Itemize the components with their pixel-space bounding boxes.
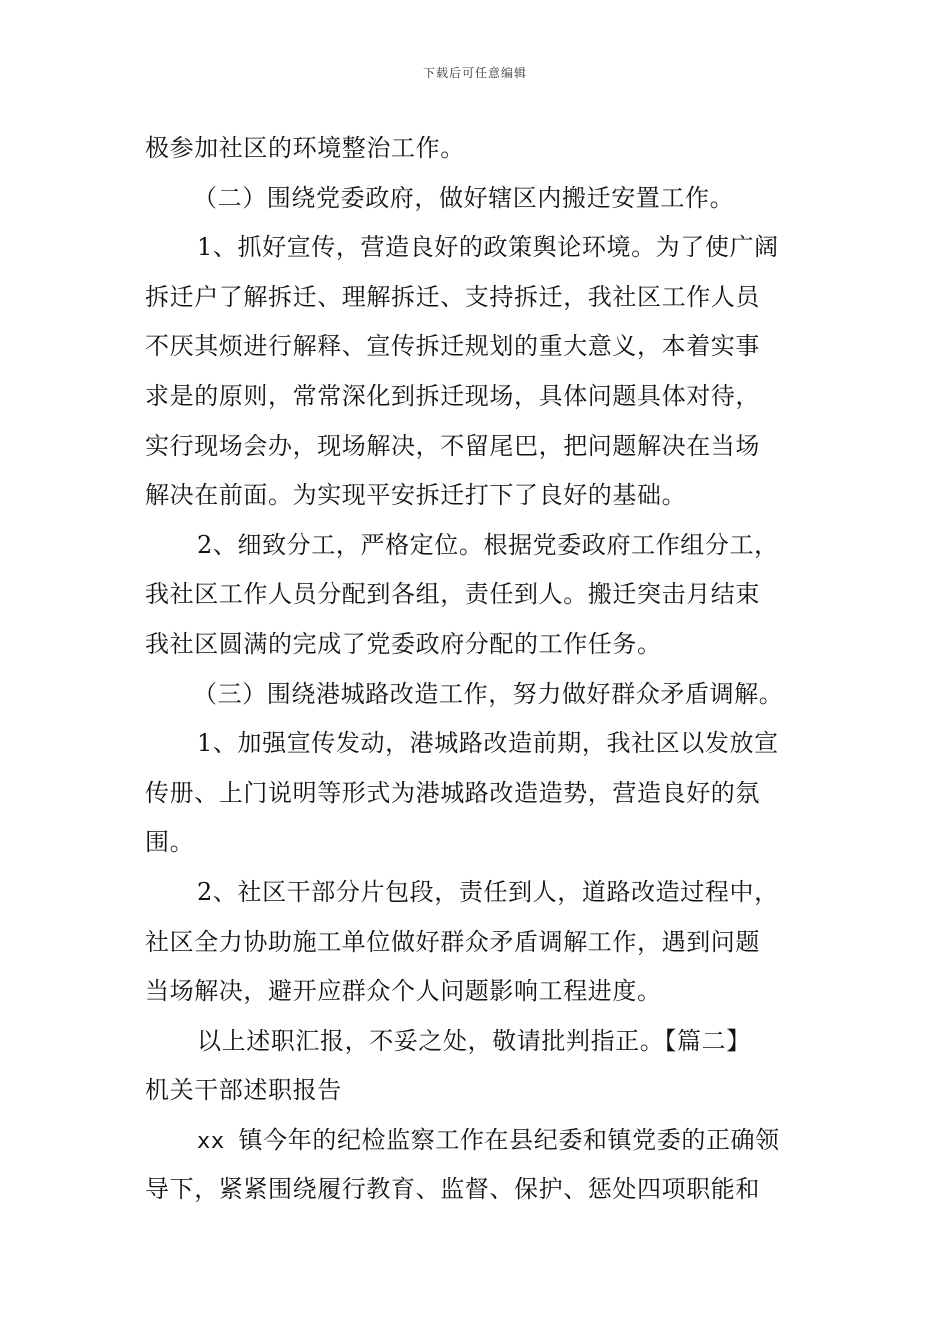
paragraph-line: 1、加强宣传发动，港城路改造前期，我社区以发放宣 xyxy=(197,729,779,758)
page-header-note: 下载后可任意编辑 xyxy=(422,66,527,80)
paragraph-line: 2、社区干部分片包段，责任到人，道路改造过程中， xyxy=(197,877,779,906)
paragraph-line: 导下，紧紧围绕履行教育、监督、保护、惩处四项职能和 xyxy=(145,1175,760,1204)
paragraph-line: 社区全力协助施工单位做好群众矛盾调解工作，遇到问题 xyxy=(145,927,760,956)
section-heading-3: （三）围绕港城路改造工作，努力做好群众矛盾调解。 xyxy=(193,679,784,708)
paragraph-line: 传册、上门说明等形式为港城路改造造势，营造良好的氛 xyxy=(145,778,760,807)
paragraph-line: 解决在前面。为实现平安拆迁打下了良好的基础。 xyxy=(145,481,687,510)
report-title-line: 机关干部述职报告 xyxy=(145,1076,342,1105)
paragraph-line: 求是的原则，常常深化到拆迁现场，具体问题具体对待， xyxy=(145,381,760,410)
paragraph-line xyxy=(145,1116,810,1166)
paragraph-line: 极参加社区的环境整治工作。 xyxy=(145,134,465,162)
paragraph-line: 围。 xyxy=(145,828,195,857)
paragraph-line: 实行现场会办，现场解决，不留尾巴，把问题解决在当场 xyxy=(145,431,760,460)
paragraph-line: 拆迁户了解拆迁、理解拆迁、支持拆迁，我社区工作人员 xyxy=(145,282,760,311)
paragraph-text: 镇今年的纪检监察工作在县纪委和镇党委的正确领 xyxy=(238,1125,780,1154)
paragraph-line: 我社区工作人员分配到各组，责任到人。搬迁突击月结束 xyxy=(145,580,760,609)
paragraph-line: 不厌其烦进行解释、宣传拆迁规划的重大意义，本着实事 xyxy=(145,332,760,361)
paragraph-line: 当场解决，避开应群众个人问题影响工程进度。 xyxy=(145,977,662,1006)
paragraph-line: 我社区圆满的完成了党委政府分配的工作任务。 xyxy=(145,629,662,658)
town-prefix: xx xyxy=(197,1128,239,1154)
paragraph-line: 以上述职汇报，不妥之处，敬请批判指正。【篇二】 xyxy=(197,1026,751,1055)
document-body xyxy=(145,124,810,1215)
section-heading-2: （二）围绕党委政府，做好辖区内搬迁安置工作。 xyxy=(193,183,735,212)
paragraph-line: 2、细致分工，严格定位。根据党委政府工作组分工， xyxy=(197,530,779,559)
paragraph-line: 1、抓好宣传，营造良好的政策舆论环境。为了使广阔 xyxy=(197,233,779,262)
